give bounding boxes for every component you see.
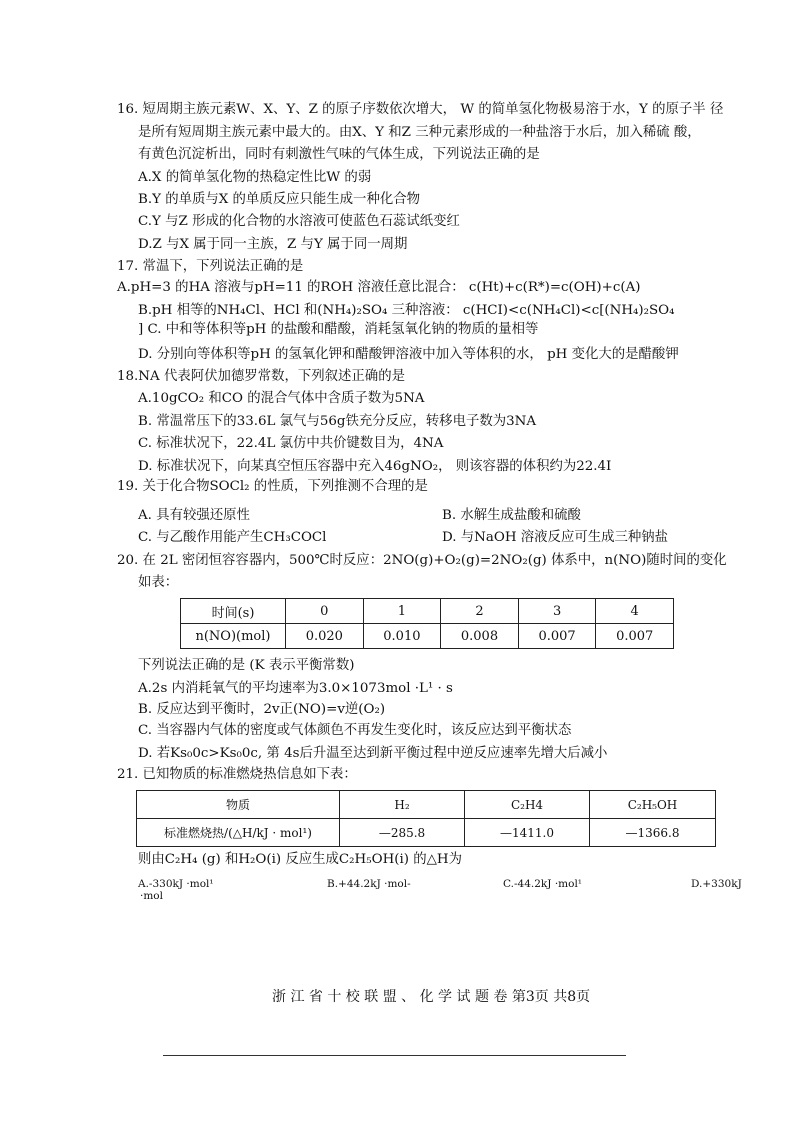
q16-option-b: B.Y 的单质与X 的单质反应只能生成一种化合物 bbox=[138, 192, 421, 207]
q16-option-a: A.X 的简单氢化物的热稳定性比W 的弱 bbox=[138, 170, 372, 185]
q16-stem-line1: 16. 短周期主族元素W、X、Y、Z 的原子序数依次增大， W 的简单氢化物极易溶于水，Y 的原子半 径 bbox=[117, 102, 724, 117]
q20-value-cell: 0.007 bbox=[518, 624, 596, 649]
q21-option-d: D.+330kJ bbox=[691, 878, 742, 890]
q20-time-cell: 3 bbox=[518, 599, 596, 624]
q20-time-cell: 4 bbox=[596, 599, 674, 624]
q19-stem: 19. 关于化合物SOCl₂ 的性质，下列推测不合理的是 bbox=[117, 479, 428, 494]
q19-option-c: C. 与乙酸作用能产生CH₃COCl bbox=[138, 530, 327, 545]
q20-option-d: D. 若Ks₀0c>Ks₀0c, 第 4s后升温至达到新平衡过程中逆反应速率先增大后减小 bbox=[138, 746, 608, 761]
q20-value-cell: 0.010 bbox=[363, 624, 441, 649]
q18-option-a: A.10gCO₂ 和CO 的混合气体中含质子数为5NA bbox=[138, 391, 425, 406]
q20-table bbox=[180, 598, 674, 649]
q18-option-c: C. 标准状况下，22.4L 氯仿中共价键数目为，4NA bbox=[138, 436, 444, 451]
q20-option-c: C. 当容器内气体的密度或气体颜色不再发生变化时，该反应达到平衡状态 bbox=[138, 723, 572, 738]
q21-value-cell: —285.8 bbox=[340, 819, 465, 847]
q19-option-b: B. 水解生成盐酸和硫酸 bbox=[442, 508, 581, 523]
q21-row-label: 标准燃烧热/(△H/kJ · mol¹) bbox=[137, 819, 340, 847]
q16-option-c: C.Y 与Z 形成的化合物的水溶液可使蓝色石蕊试纸变红 bbox=[138, 214, 460, 229]
q21-value-cell: —1411.0 bbox=[465, 819, 590, 847]
q20-row-head-time: 时间(s) bbox=[181, 599, 286, 624]
q21-option-c: C.-44.2kJ ·mol¹ bbox=[503, 878, 583, 890]
q20-time-row bbox=[181, 599, 674, 624]
q16-stem-line3: 有黄色沉淀析出，同时有刺激性气味的气体生成，下列说法正确的是 bbox=[138, 147, 540, 162]
q19-option-d: D. 与NaOH 溶液反应可生成三种钠盐 bbox=[442, 530, 669, 545]
q21-header-cell: H₂ bbox=[340, 791, 465, 819]
q20-time-cell: 0 bbox=[286, 599, 364, 624]
q18-option-d: D. 标准状况下，向某真空恒压容器中充入46gNO₂， 则该容器的体积约为22.4I bbox=[138, 459, 612, 474]
q20-option-a: A.2s 内消耗氧气的平均速率为3.0×1073mol ·L¹ · s bbox=[138, 681, 453, 696]
q20-time-cell: 1 bbox=[363, 599, 441, 624]
q20-time-cell: 2 bbox=[441, 599, 519, 624]
q20-value-row bbox=[181, 624, 674, 649]
q21-option-b: B.+44.2kJ ·mol- bbox=[327, 878, 411, 890]
q17-option-c: ] C. 中和等体积等pH 的盐酸和醋酸，消耗氢氧化钠的物质的量相等 bbox=[138, 322, 539, 337]
q20-value-cell: 0.008 bbox=[441, 624, 519, 649]
q21-header-cell: C₂H₅OH bbox=[590, 791, 716, 819]
q17-option-a: A.pH=3 的HA 溶液与pH=11 的ROH 溶液任意比混合： c(Ht)+c(R*)=c(OH)+c(A) bbox=[117, 280, 641, 295]
q18-option-b: B. 常温常压下的33.6L 氯气与56g铁充分反应，转移电子数为3NA bbox=[138, 414, 537, 429]
q17-option-d: D. 分别向等体积等pH 的氢氧化钾和醋酸钾溶液中加入等体积的水， pH 变化大的是醋酸钾 bbox=[138, 347, 679, 362]
q20-option-b: B. 反应达到平衡时，2v正(NO)=v逆(O₂) bbox=[138, 702, 386, 717]
q18-stem: 18.NA 代表阿伏加德罗常数，下列叙述正确的是 bbox=[117, 369, 405, 384]
q21-value-row bbox=[137, 819, 716, 847]
q17-option-b: B.pH 相等的NH₄Cl、HCl 和(NH₄)₂SO₄ 三种溶液： c(HCI)<c(NH₄Cl)<c[(NH₄)₂SO₄ bbox=[138, 303, 675, 318]
q16-option-d: D.Z 与X 属于同一主族，Z 与Y 属于同一周期 bbox=[138, 237, 408, 252]
q19-option-a: A. 具有较强还原性 bbox=[138, 508, 250, 523]
q17-stem: 17. 常温下，下列说法正确的是 bbox=[117, 259, 304, 274]
q21-option-a: A.-330kJ ·mol¹ bbox=[138, 878, 214, 890]
q21-table bbox=[136, 790, 716, 847]
q21-header-row bbox=[137, 791, 716, 819]
q21-header-cell: C₂H4 bbox=[465, 791, 590, 819]
q20-value-cell: 0.020 bbox=[286, 624, 364, 649]
q20-stem-line1: 20. 在 2L 密闭恒容容器内，500℃时反应：2NO(g)+O₂(g)=2NO₂(g) 体系中，n(NO)随时间的变化 bbox=[117, 553, 727, 568]
footer-divider bbox=[163, 1055, 626, 1056]
q21-value-cell: —1366.8 bbox=[590, 819, 716, 847]
q20-stem-line2: 如表： bbox=[138, 575, 179, 590]
q21-header-cell: 物质 bbox=[137, 791, 340, 819]
q20-value-cell: 0.007 bbox=[596, 624, 674, 649]
q20-row-head-nno: n(NO)(mol) bbox=[181, 624, 286, 649]
page-footer: 浙 江 省 十 校 联 盟 、 化 学 试 题 卷 第3页 共8页 bbox=[272, 989, 591, 1005]
q21-question: 则由C₂H₄ (g) 和H₂O(i) 反应生成C₂H₅OH(i) 的△H为 bbox=[138, 852, 462, 867]
q21-stem: 21. 已知物质的标准燃烧热信息如下表： bbox=[117, 767, 357, 782]
q21-option-a-continuation: ·mol bbox=[140, 890, 163, 902]
q16-stem-line2: 是所有短周期主族元素中最大的。由X、Y 和Z 三种元素形成的一种盐溶于水后，加入稀硫 酸， bbox=[138, 125, 701, 140]
q20-prompt: 下列说法正确的是 (K 表示平衡常数) bbox=[138, 658, 355, 673]
